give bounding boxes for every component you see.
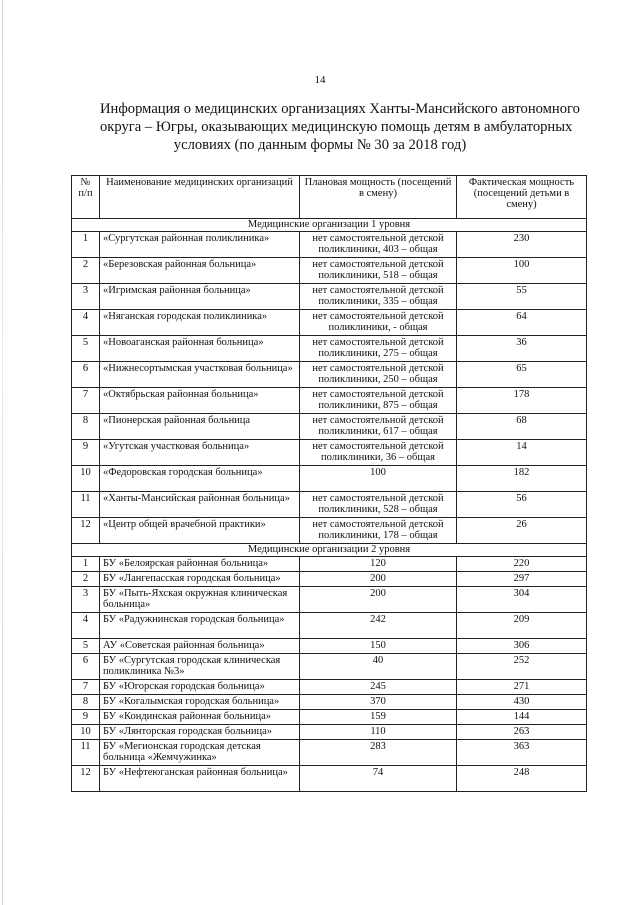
planned-capacity: нет самостоятельной детской поликлиники, 518 – общая <box>300 258 457 284</box>
row-number: 6 <box>72 362 100 388</box>
planned-capacity: 200 <box>300 587 457 613</box>
organization-name: «Новоаганская районная больница» <box>100 336 300 362</box>
table-row <box>72 557 587 572</box>
organization-name: «Няганская городская поликлиника» <box>100 310 300 336</box>
planned-capacity: 40 <box>300 654 457 680</box>
row-number: 9 <box>72 440 100 466</box>
header-actual: Фактическая мощность (посещений детьми в смену) <box>457 176 587 219</box>
row-number: 8 <box>72 414 100 440</box>
row-number: 7 <box>72 388 100 414</box>
planned-capacity: нет самостоятельной детской поликлиники, 275 – общая <box>300 336 457 362</box>
actual-capacity: 363 <box>457 740 587 766</box>
section-label: Медицинские организации 1 уровня <box>72 219 587 232</box>
header-name: Наименование медицинских организаций <box>100 176 300 219</box>
planned-capacity: нет самостоятельной детской поликлиники, 250 – общая <box>300 362 457 388</box>
actual-capacity: 144 <box>457 710 587 725</box>
organization-name: «Сургутская районная поликлиника» <box>100 232 300 258</box>
planned-capacity: нет самостоятельной детской поликлиники, 403 – общая <box>300 232 457 258</box>
table-row <box>72 725 587 740</box>
table-row <box>72 232 587 258</box>
row-number: 10 <box>72 725 100 740</box>
organization-name: «Ханты-Мансийская районная больница» <box>100 492 300 518</box>
planned-capacity: нет самостоятельной детской поликлиники, 36 – общая <box>300 440 457 466</box>
actual-capacity: 263 <box>457 725 587 740</box>
actual-capacity: 252 <box>457 654 587 680</box>
row-number: 1 <box>72 557 100 572</box>
actual-capacity: 220 <box>457 557 587 572</box>
header-planned: Плановая мощность (посещений в смену) <box>300 176 457 219</box>
organization-name: БУ «Белоярская районная больница» <box>100 557 300 572</box>
title-line: условиях (по данным формы № 30 за 2018 год) <box>173 137 467 153</box>
row-number: 10 <box>72 466 100 492</box>
planned-capacity: 245 <box>300 680 457 695</box>
actual-capacity: 297 <box>457 572 587 587</box>
organization-name: «Пионерская районная больница <box>100 414 300 440</box>
organization-name: «Федоровская городская больница» <box>100 466 300 492</box>
section-label: Медицинские организации 2 уровня <box>72 544 587 557</box>
page-number: 14 <box>314 74 326 86</box>
actual-capacity: 14 <box>457 440 587 466</box>
planned-capacity: 370 <box>300 695 457 710</box>
row-number: 5 <box>72 639 100 654</box>
actual-capacity: 271 <box>457 680 587 695</box>
actual-capacity: 209 <box>457 613 587 639</box>
table-row <box>72 284 587 310</box>
planned-capacity: 74 <box>300 766 457 792</box>
table-header-row <box>72 176 587 219</box>
header-num: № п/п <box>72 176 100 219</box>
scan-edge-mark <box>2 0 3 905</box>
table-row <box>72 414 587 440</box>
table-row <box>72 440 587 466</box>
row-number: 7 <box>72 680 100 695</box>
actual-capacity: 64 <box>457 310 587 336</box>
organization-name: «Березовская районная больница» <box>100 258 300 284</box>
table-row <box>72 710 587 725</box>
actual-capacity: 430 <box>457 695 587 710</box>
planned-capacity: нет самостоятельной детской поликлиники, - общая <box>300 310 457 336</box>
row-number: 5 <box>72 336 100 362</box>
planned-capacity: нет самостоятельной детской поликлиники, 335 – общая <box>300 284 457 310</box>
actual-capacity: 248 <box>457 766 587 792</box>
table-row <box>72 680 587 695</box>
row-number: 6 <box>72 654 100 680</box>
row-number: 2 <box>72 572 100 587</box>
actual-capacity: 56 <box>457 492 587 518</box>
planned-capacity: 100 <box>300 466 457 492</box>
organization-name: «Октябрьская районная больница» <box>100 388 300 414</box>
organizations-table <box>71 175 587 792</box>
row-number: 3 <box>72 587 100 613</box>
table-row <box>72 572 587 587</box>
table-row <box>72 362 587 388</box>
actual-capacity: 55 <box>457 284 587 310</box>
planned-capacity: 283 <box>300 740 457 766</box>
actual-capacity: 306 <box>457 639 587 654</box>
table-row <box>72 466 587 492</box>
organization-name: БУ «Мегионская городская детская больница «Жемчужинка» <box>100 740 300 766</box>
organization-name: БУ «Когалымская городская больница» <box>100 695 300 710</box>
planned-capacity: нет самостоятельной детской поликлиники, 178 – общая <box>300 518 457 544</box>
table-row <box>72 388 587 414</box>
actual-capacity: 230 <box>457 232 587 258</box>
row-number: 8 <box>72 695 100 710</box>
planned-capacity: 110 <box>300 725 457 740</box>
table-row <box>72 695 587 710</box>
actual-capacity: 304 <box>457 587 587 613</box>
title-line: округа – Югры, оказывающих медицинскую помощь детям в амбулаторных <box>100 119 573 135</box>
organization-name: «Нижнесортымская участковая больница» <box>100 362 300 388</box>
organization-name: БУ «Лянторская городская больница» <box>100 725 300 740</box>
actual-capacity: 65 <box>457 362 587 388</box>
organization-name: «Игримская районная больница» <box>100 284 300 310</box>
organization-name: «Угутская участковая больница» <box>100 440 300 466</box>
organization-name: БУ «Лангепасская городская больница» <box>100 572 300 587</box>
row-number: 12 <box>72 518 100 544</box>
table-row <box>72 310 587 336</box>
actual-capacity: 26 <box>457 518 587 544</box>
planned-capacity: 159 <box>300 710 457 725</box>
table-row <box>72 587 587 613</box>
row-number: 4 <box>72 310 100 336</box>
organization-name: БУ «Кондинская районная больница» <box>100 710 300 725</box>
actual-capacity: 68 <box>457 414 587 440</box>
document-title <box>100 100 580 154</box>
planned-capacity: 200 <box>300 572 457 587</box>
table-row <box>72 613 587 639</box>
planned-capacity: 120 <box>300 557 457 572</box>
table-row <box>72 654 587 680</box>
section-row <box>72 544 587 557</box>
actual-capacity: 178 <box>457 388 587 414</box>
table-row <box>72 740 587 766</box>
table-row <box>72 258 587 284</box>
row-number: 11 <box>72 740 100 766</box>
table-row <box>72 518 587 544</box>
table-row <box>72 639 587 654</box>
row-number: 12 <box>72 766 100 792</box>
row-number: 11 <box>72 492 100 518</box>
row-number: 1 <box>72 232 100 258</box>
actual-capacity: 182 <box>457 466 587 492</box>
row-number: 9 <box>72 710 100 725</box>
table-row <box>72 766 587 792</box>
actual-capacity: 36 <box>457 336 587 362</box>
organization-name: БУ «Пыть-Яхская окружная клиническая больница» <box>100 587 300 613</box>
title-line: Информация о медицинских организациях Ханты-Мансийского автономного <box>100 101 580 117</box>
row-number: 4 <box>72 613 100 639</box>
section-row <box>72 219 587 232</box>
organization-name: «Центр общей врачебной практики» <box>100 518 300 544</box>
organization-name: БУ «Нефтеюганская районная больница» <box>100 766 300 792</box>
organization-name: БУ «Сургутская городская клиническая поликлиника №3» <box>100 654 300 680</box>
organization-name: БУ «Югорская городская больница» <box>100 680 300 695</box>
actual-capacity: 100 <box>457 258 587 284</box>
planned-capacity: нет самостоятельной детской поликлиники, 617 – общая <box>300 414 457 440</box>
planned-capacity: нет самостоятельной детской поликлиники, 528 – общая <box>300 492 457 518</box>
table-row <box>72 492 587 518</box>
planned-capacity: нет самостоятельной детской поликлиники, 875 – общая <box>300 388 457 414</box>
row-number: 2 <box>72 258 100 284</box>
organization-name: БУ «Радужнинская городская больница» <box>100 613 300 639</box>
table-row <box>72 336 587 362</box>
planned-capacity: 242 <box>300 613 457 639</box>
organization-name: АУ «Советская районная больница» <box>100 639 300 654</box>
row-number: 3 <box>72 284 100 310</box>
planned-capacity: 150 <box>300 639 457 654</box>
